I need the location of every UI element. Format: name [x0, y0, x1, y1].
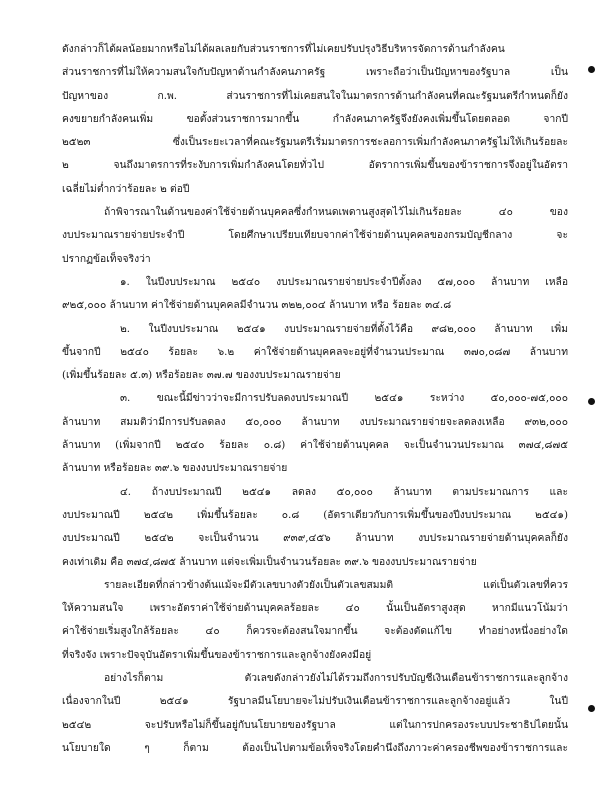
punch-hole-mark-middle [588, 398, 595, 405]
text-line: ๒๕๔๒ จะปรับหรือไม่ก็ขึ้นอยู่กับนโยบายของรัฐบาล แต่ในการปกครองระบบประชาธิปไตยนั้น [62, 718, 568, 731]
text-line: ดังกล่าวก็ได้ผลน้อยมากหรือไม่ได้ผลเลยกับส่วนราชการที่ไม่เคยปรับปรุงวิธีบริหารจัดการด้านกำลังคน [62, 43, 505, 55]
text-line: ปัญหาของ ก.พ. ส่วนราชการที่ไม่เคยสนใจในมาตรการด้านกำลังคนที่คณะรัฐมนตรีกำหนดก็ยัง [62, 89, 568, 102]
text-line: ค่าใช้จ่ายเริ่มสูงใกล้ร้อยละ ๔๐ ก็ควรจะต้องสนใจมากขึ้น จะต้องตัดแก้ไข ทำอย่างหนึ่งอย่างใด [62, 625, 568, 638]
text-line: คงขยายกำลังคนเพิ่ม ขอตั้งส่วนราชการมากขึ้น กำลังคนภาครัฐจึงยังคงเพิ่มขึ้นโดยตลอด จากปี [62, 112, 568, 125]
text-line: อย่างไรก็ตาม ตัวเลขดังกล่าวยังไม่ได้รวมถึงการปรับบัญชีเงินเดือนข้าราชการและลูกจ้าง [104, 672, 568, 685]
punch-hole-mark-bottom [588, 705, 595, 712]
text-line: ล้านบาท (เพิ่มจากปี ๒๕๔๐ ร้อยละ ๐.๘) ค่าใช้จ่ายด้านบุคคล จะเป็นจำนวนประมาณ ๓๗๔,๘๗๕ [62, 439, 568, 452]
text-line: ๒. ในปีงบประมาณ ๒๕๔๑ งบประมาณรายจ่ายที่ตั้งไว้คือ ๙๘๒,๐๐๐ ล้านบาท เพิ่ม [120, 322, 568, 335]
text-line: ขึ้นจากปี ๒๕๔๐ ร้อยละ ๖.๒ ค่าใช้จ่ายด้านบุคคลจะอยู่ที่จำนวนประมาณ ๓๗๐,๐๘๗ ล้านบาท [62, 345, 568, 358]
text-line: (เพิ่มขึ้นร้อยละ ๕.๓) หรือร้อยละ ๓๗.๗ ของงบประมาณรายจ่าย [62, 369, 341, 382]
text-line: ๙๒๕,๐๐๐ ล้านบาท ค่าใช้จ่ายด้านบุคคลมีจำนวน ๓๒๒,๐๐๔ ล้านบาท หรือ ร้อยละ ๓๔.๘ [62, 299, 452, 312]
text-line: งบประมาณรายจ่ายประจำปี โดยศึกษาเปรียบเทียบจากค่าใช้จ่ายด้านบุคคลของกรมบัญชีกลาง จะ [62, 229, 568, 242]
text-line: ปรากฏข้อเท็จจริงว่า [62, 252, 151, 265]
text-line: เฉลี่ยไม่ต่ำกว่าร้อยละ ๒ ต่อปี [62, 182, 190, 195]
text-line: นโยบายใด ๆ ก็ตาม ต้องเป็นไปตามข้อเท็จจริงโดยคำนึงถึงภาวะค่าครองชีพของข้าราชการและ [62, 741, 568, 754]
text-line: คงเท่าเดิม คือ ๓๗๔,๘๗๕ ล้านบาท แต่จะเพิ่มเป็นจำนวนร้อยละ ๓๙.๖ ของงบประมาณรายจ่าย [62, 555, 477, 568]
text-line: รายละเอียดที่กล่าวข้างต้นแม้จะมีตัวเลขบางตัวยังเป็นตัวเลขสมมติ แต่เป็นตัวเลขที่ควร [104, 578, 568, 591]
text-line: ๓. ขณะนี้มีข่าวว่าจะมีการปรับลดงบประมาณปี ๒๕๔๑ ระหว่าง ๕๐,๐๐๐-๗๕,๐๐๐ [120, 392, 568, 405]
text-line: เนื่องจากในปี ๒๕๔๑ รัฐบาลมีนโยบายจะไม่ปรับเงินเดือนข้าราชการและลูกจ้างอยู่แล้ว ในปี [62, 695, 568, 708]
text-line: งบประมาณปี ๒๕๔๒ เพิ่มขึ้นร้อยละ ๐.๘ (อัตราเดียวกับการเพิ่มขึ้นของปีงบประมาณ ๒๕๔๑) [62, 508, 568, 521]
text-line: ถ้าพิจารณาในด้านของค่าใช้จ่ายด้านบุคคลซึ่งกำหนดเพดานสูงสุดไว้ไม่เกินร้อยละ ๔๐ ของ [104, 206, 568, 219]
text-line: งบประมาณปี ๒๕๔๒ จะเป็นจำนวน ๙๓๙,๔๕๖ ล้านบาท งบประมาณรายจ่ายด้านบุคคลก็ยัง [62, 532, 568, 545]
text-line: ๒ จนถึงมาตรการที่ระงับการเพิ่มกำลังคนโดยทั่วไป อัตราการเพิ่มขึ้นของข้าราชการจึงอยู่ในอัตรา [62, 159, 568, 172]
document-body [62, 38, 568, 760]
text-line: ล้านบาท สมมติว่ามีการปรับลดลง ๕๐,๐๐๐ ล้านบาท งบประมาณรายจ่ายจะลดลงเหลือ ๙๓๒,๐๐๐ [62, 415, 568, 428]
text-line: ล้านบาท หรือร้อยละ ๓๙.๖ ของงบประมาณรายจ่าย [62, 462, 288, 475]
text-line: ๒๕๒๓ ซึ่งเป็นระยะเวลาที่คณะรัฐมนตรีเริ่มมาตรการชะลอการเพิ่มกำลังคนภาครัฐไม่ให้เกินร้อยละ [62, 136, 568, 149]
text-line: ให้ความสนใจ เพราะอัตราค่าใช้จ่ายด้านบุคคลร้อยละ ๔๐ นั้นเป็นอัตราสูงสุด หากมีแนวโน้มว่า [62, 602, 568, 615]
text-line: ๔. ถ้างบประมาณปี ๒๕๔๑ ลดลง ๕๐,๐๐๐ ล้านบาท ตามประมาณการ และ [120, 485, 568, 498]
punch-hole-mark-top [588, 66, 595, 73]
text-line: ที่จริงจัง เพราะปัจจุบันอัตราเพิ่มขึ้นของข้าราชการและลูกจ้างยังคงมีอยู่ [62, 648, 372, 661]
text-line: ๑. ในปีงบประมาณ ๒๕๔๐ งบประมาณรายจ่ายประจำปีตั้งลง ๕๗,๐๐๐ ล้านบาท เหลือ [120, 275, 568, 288]
text-line: ส่วนราชการที่ไม่ให้ความสนใจกับปัญหาด้านกำลังคนภาครัฐ เพราะถือว่าเป็นปัญหาของรัฐบาล เป็น [62, 66, 568, 79]
